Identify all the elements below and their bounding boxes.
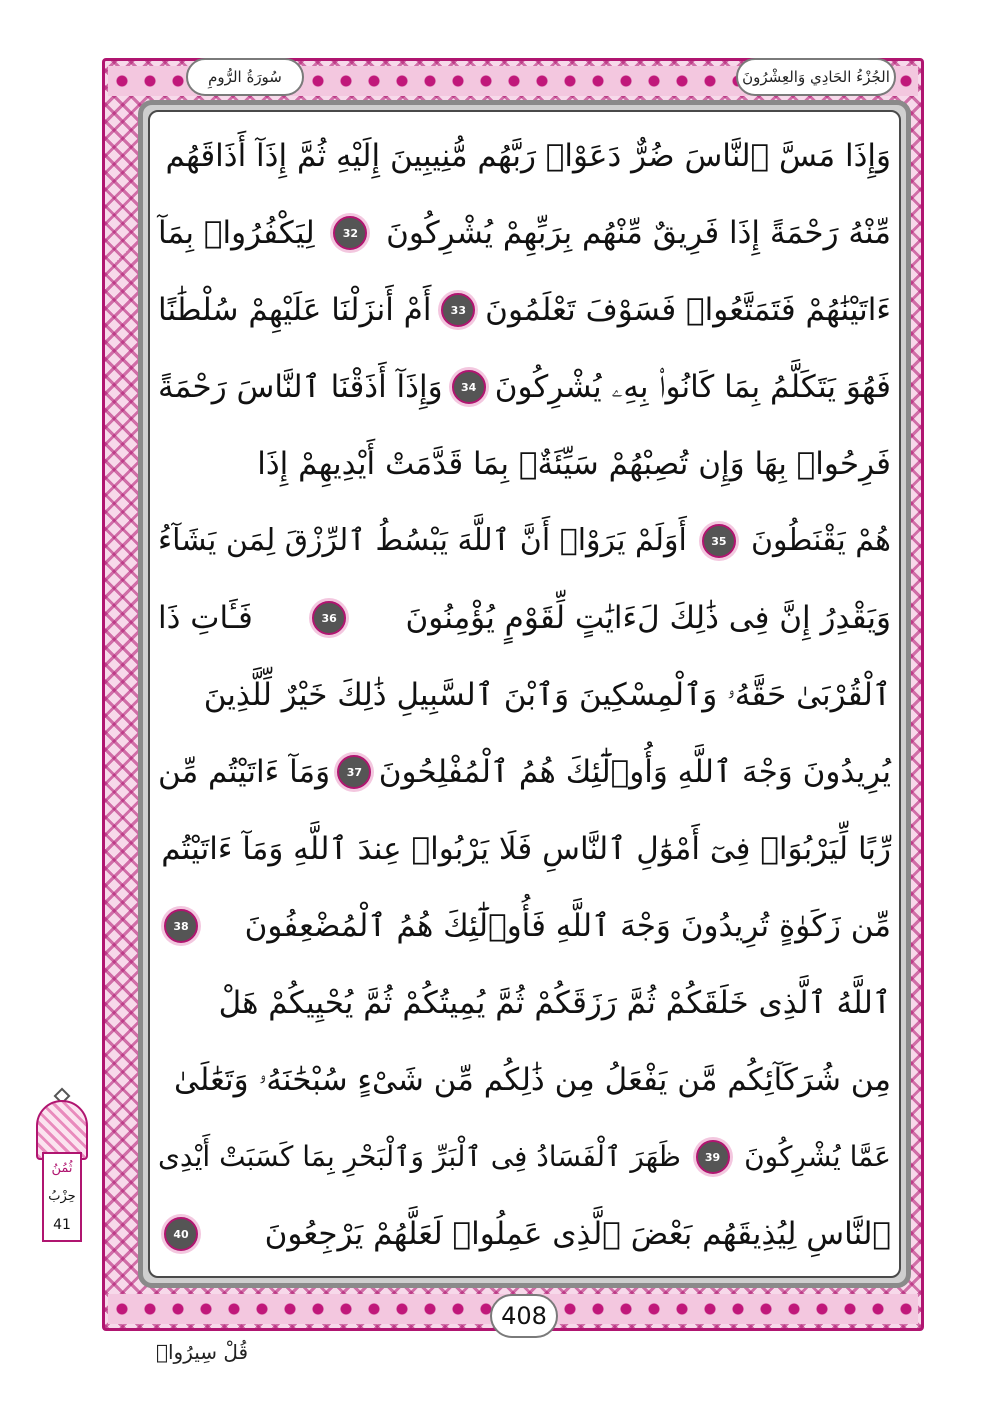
quran-text [152, 116, 897, 1276]
line-text: أَوَلَمْ يَرَوْا۟ أَنَّ ٱللَّهَ يَبْسُطُ ٱلرِّزْقَ لِمَن يَشَآءُ [158, 523, 687, 558]
line-text: ٱللَّهُ ٱلَّذِى خَلَقَكُمْ ثُمَّ رَزَقَكُمْ ثُمَّ يُمِيتُكُمْ ثُمَّ يُحْيِيكُمْ هَلْ [218, 984, 891, 1021]
line-text: هُمْ يَقْنَطُونَ [750, 523, 891, 558]
line-text: ٱلْقُرْبَىٰ حَقَّهُۥ وَٱلْمِسْكِينَ وَٱبْنَ ٱلسَّبِيلِ ذَٰلِكَ خَيْرٌ لِّلَّذِينَ [203, 676, 891, 713]
line-text: وَيَقْدِرُ إِنَّ فِى ذَٰلِكَ لَءَايَٰتٍ لِّقَوْمٍ يُؤْمِنُونَ [405, 599, 891, 636]
text-line [158, 120, 891, 192]
catchword: قُلْ سِيرُوا۟ [156, 1340, 249, 1364]
text-line [158, 1198, 891, 1270]
line-text: ٱلنَّاسِ لِيُذِيقَهُم بَعْضَ ٱلَّذِى عَمِلُوا۟ لَعَلَّهُمْ يَرْجِعُونَ [264, 1215, 891, 1252]
ayah-number-marker: 37 [337, 755, 371, 789]
line-text: لِيَكْفُرُوا۟ بِمَآ [158, 214, 315, 251]
ayah-number-marker: 38 [164, 909, 198, 943]
ayah-number-marker: 34 [452, 370, 486, 404]
text-line [158, 736, 891, 808]
ayah-number-marker: 39 [696, 1140, 730, 1174]
dome-ornament-icon [36, 1100, 88, 1160]
text-line [158, 582, 891, 654]
ayah-number-marker: 40 [164, 1217, 198, 1251]
hizb-number: 41 [53, 1217, 71, 1234]
text-line [158, 659, 891, 731]
ayah-number-marker: 36 [312, 601, 346, 635]
text-line [158, 505, 891, 577]
line-text: ظَهَرَ ٱلْفَسَادُ فِى ٱلْبَرِّ وَٱلْبَحْرِ بِمَا كَسَبَتْ أَيْدِى [158, 1140, 681, 1173]
ayah-number-marker: 35 [702, 524, 736, 558]
text-line [158, 274, 891, 346]
hizb-marker [28, 1090, 96, 1250]
line-text: عَمَّا يُشْرِكُونَ [744, 1140, 891, 1173]
line-text: أَمْ أَنزَلْنَا عَلَيْهِمْ سُلْطَٰنًا [158, 291, 432, 328]
text-line [158, 197, 891, 269]
surah-name: سُورَةُ الرُّومِ [208, 68, 282, 86]
text-line [158, 351, 891, 423]
hizb-label: حِزْبُ [48, 1188, 76, 1204]
ayah-number-marker: 33 [441, 293, 475, 327]
line-text: فَرِحُوا۟ بِهَا وَإِن تُصِبْهُمْ سَيِّئَةٌۢ بِمَا قَدَّمَتْ أَيْدِيهِمْ إِذَا [257, 445, 891, 482]
line-text: رِّبًا لِّيَرْبُوَا۟ فِىٓ أَمْوَٰلِ ٱلنَّاسِ فَلَا يَرْبُوا۟ عِندَ ٱللَّهِ وَمَآ ءَاتَيْتُم [161, 830, 891, 867]
juz-label-cartouche [736, 58, 896, 96]
hizb-label-box [42, 1152, 82, 1242]
text-line [158, 1044, 891, 1116]
ayah-number-marker: 32 [333, 216, 367, 250]
text-line [158, 813, 891, 885]
line-text: فَهُوَ يَتَكَلَّمُ بِمَا كَانُوا۟ بِهِۦ يُشْرِكُونَ [494, 368, 891, 405]
line-text: وَإِذَا مَسَّ ٱلنَّاسَ ضُرٌّ دَعَوْا۟ رَبَّهُم مُّنِيبِينَ إِلَيْهِ ثُمَّ إِذَآ أَذَاقَهُم [165, 137, 891, 174]
surah-name-cartouche [186, 58, 304, 96]
text-line [158, 1121, 891, 1193]
line-text: مِّنْهُ رَحْمَةً إِذَا فَرِيقٌ مِّنْهُم بِرَبِّهِمْ يُشْرِكُونَ [386, 214, 891, 251]
hizb-fraction-label: ثُمُنُ [51, 1160, 73, 1176]
line-text: وَمَآ ءَاتَيْتُم مِّن [158, 753, 331, 790]
line-text: ءَاتَيْنَٰهُمْ فَتَمَتَّعُوا۟ فَسَوْفَ تَعْلَمُونَ [485, 291, 891, 328]
text-line [158, 967, 891, 1039]
line-text: وَإِذَآ أَذَقْنَا ٱلنَّاسَ رَحْمَةً [158, 368, 443, 405]
juz-label: الجُزْءُ الحَادِي وَالعِشْرُونَ [742, 68, 890, 86]
line-text: مِّن زَكَوٰةٍ تُرِيدُونَ وَجْهَ ٱللَّهِ فَأُو۟لَٰٓئِكَ هُمُ ٱلْمُضْعِفُونَ [244, 907, 891, 944]
text-line [158, 428, 891, 500]
line-text: فَـَٔاتِ ذَا [158, 599, 253, 636]
line-text: يُرِيدُونَ وَجْهَ ٱللَّهِ وَأُو۟لَٰٓئِكَ هُمُ ٱلْمُفْلِحُونَ [378, 753, 891, 790]
line-text: مِن شُرَكَآئِكُم مَّن يَفْعَلُ مِن ذَٰلِكُم مِّن شَىْءٍ سُبْحَٰنَهُۥ وَتَعَٰلَىٰ [173, 1061, 891, 1098]
text-line [158, 890, 891, 962]
page-number: 408 [490, 1294, 558, 1338]
